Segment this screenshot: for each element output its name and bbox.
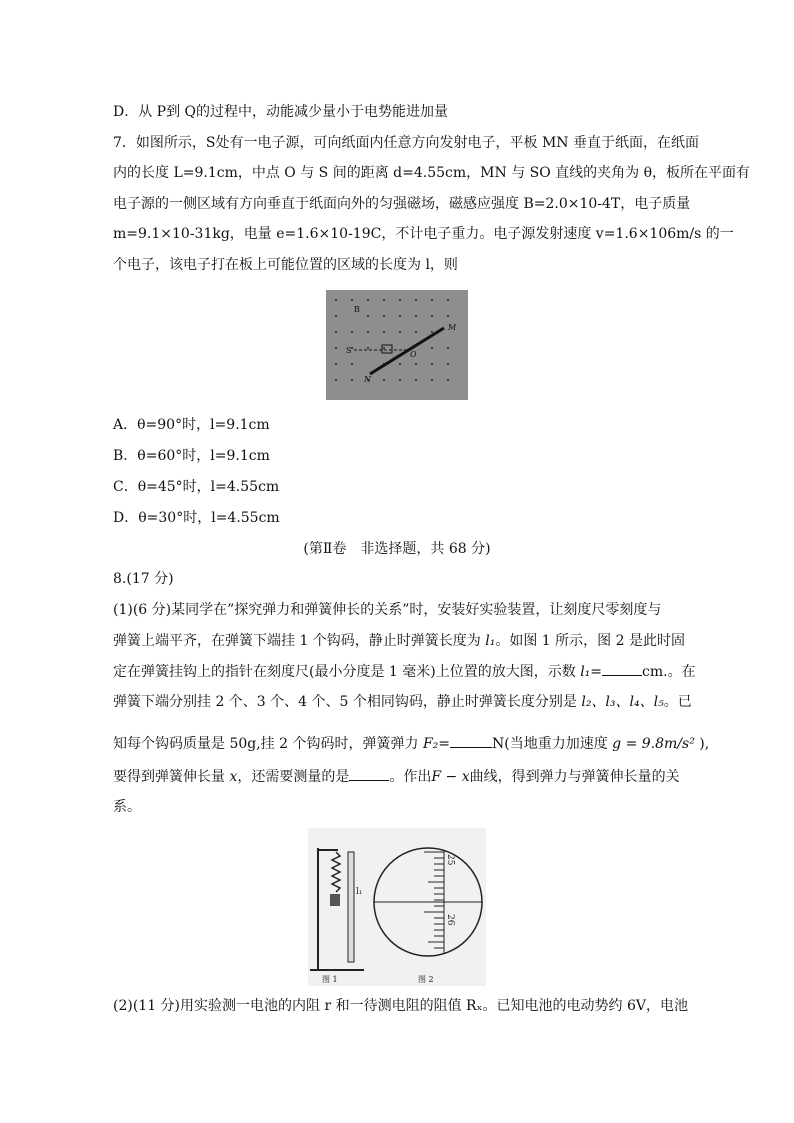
q7-field-diagram (326, 290, 468, 400)
q7-figure (326, 290, 468, 400)
scale-label-26: 26 (445, 914, 455, 926)
q7-line-4: m=9.1×10-31kg，电量 e=1.6×10-19C，不计电子重力。电子源发射速度 v=1.6×106m/s 的一 (113, 226, 734, 242)
scale-label-25: 25 (445, 854, 455, 866)
fig1-caption: 图 1 (322, 975, 338, 984)
ruler (348, 852, 354, 962)
hook-weight (330, 894, 340, 906)
q8-p1-line-2: 弹簧上端平齐，在弹簧下端挂 1 个钩码，静止时弹簧长度为 l₁。如图 1 所示，图 2 是此时固 (113, 633, 685, 649)
q8-p2-line-1: (2)(11 分)用实验测一电池的内阻 r 和一待测电阻的阻值 Rₓ。已知电池的电动势约 6V，电池 (113, 998, 689, 1014)
q8-header: 8.(17 分) (113, 571, 174, 587)
answer-blank-measure[interactable] (349, 766, 389, 781)
answer-blank-l1[interactable] (602, 661, 642, 676)
l1-mark-label: l₁ (356, 887, 363, 897)
q7-option-a: A．θ=90°时，l=9.1cm (113, 417, 270, 433)
label-b: B (354, 305, 360, 314)
label-n: N (364, 375, 371, 384)
q8-p1-line-7: 系。 (113, 799, 141, 815)
fig2-caption: 图 2 (418, 975, 434, 984)
spring-icon (332, 852, 340, 892)
q7-line-3: 电子源的一侧区域有方向垂直于纸面向外的匀强磁场，磁感应强度 B=2.0×10-4T，电子质量 (113, 196, 691, 212)
q7-option-c: C．θ=45°时，l=4.55cm (113, 479, 280, 495)
q8-p1-line-4: 弹簧下端分别挂 2 个、3 个、4 个、5 个相同钩码，静止时弹簧长度分别是 l₂、l₃、l₄、l₅。已 (113, 694, 692, 710)
q8-figure (308, 828, 486, 986)
q8-p1-line-1: (1)(6 分)某同学在”探究弹力和弹簧伸长的关系”时，安装好实验装置，让刻度尺零刻度与 (113, 602, 662, 618)
q8-p1-line-6: 要得到弹簧伸长量 x，还需要测量的是 。作出F − x曲线，得到弹力与弹簧伸长量的关 (113, 766, 680, 787)
q8-p1-line-3: 定在弹簧挂钩上的指针在刻度尺(最小分度是 1 毫米)上位置的放大图，示数 l₁= cm.。在 (113, 661, 696, 682)
section-title: (第Ⅱ卷 非选择题，共 68 分) (303, 541, 491, 557)
spring-and-scale-diagram (308, 828, 486, 986)
q7-line-5: 个电子，该电子打在板上可能位置的区域的长度为 l，则 (113, 257, 458, 273)
scale-ticks (424, 852, 444, 948)
q8-p1-line-5: 知每个钩码质量是 50g,挂 2 个钩码时，弹簧弹力 F₂= N(当地重力加速度 g = 9.8m/s² ), (113, 733, 709, 754)
q7-line-2: 内的长度 L=9.1cm，中点 O 与 S 间的距离 d=4.55cm，MN 与 SO 直线的夹角为 θ，板所在平面有 (113, 165, 751, 181)
q7-option-b: B．θ=60°时，l=9.1cm (113, 448, 270, 464)
q7-option-d: D．θ=30°时，l=4.55cm (113, 510, 280, 526)
plate-mn (370, 328, 444, 374)
electron-source (382, 345, 392, 353)
label-s: S (346, 346, 352, 355)
label-m: M (448, 323, 457, 332)
label-o: O (410, 350, 417, 359)
q7-line-1: 7．如图所示，S处有一电子源，可向纸面内任意方向发射电子，平板 MN 垂直于纸面，在纸面 (113, 135, 699, 151)
q6-option-d: D．从 P到 Q的过程中，动能减少量小于电势能进加量 (113, 104, 449, 120)
answer-blank-f2[interactable] (450, 733, 492, 748)
